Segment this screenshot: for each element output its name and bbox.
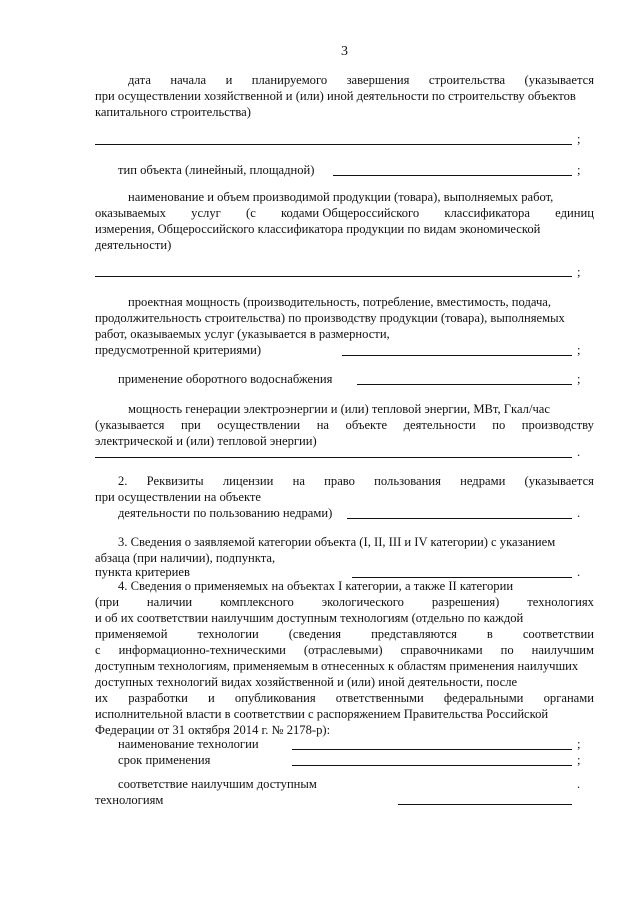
word: (сведения: [288, 627, 342, 641]
word: и: [208, 691, 215, 705]
word: (при: [95, 595, 119, 609]
word: дата: [128, 73, 151, 87]
term-label: срок применения: [118, 753, 211, 767]
word: Реквизиты: [146, 474, 204, 488]
word: деятельности: [403, 418, 476, 432]
word: разрешения): [431, 595, 500, 609]
power-line-1: мощность генерации электроэнергии и (или) тепловой энергии, МВт, Гкал/час: [128, 402, 550, 416]
object-type-input-line[interactable]: [333, 175, 572, 176]
word: производству: [521, 418, 594, 432]
word: в: [486, 627, 493, 641]
tech-name-terminator: ;: [577, 737, 581, 751]
object-type-label: тип объекта (линейный, площадной): [118, 163, 315, 177]
license-terminator: .: [577, 506, 581, 520]
capacity-line-2: продолжительность строительства) по производству продукции (товара), выполняемых: [95, 311, 565, 325]
water-label: применение оборотного водоснабжения: [118, 372, 333, 386]
word: органами: [543, 691, 594, 705]
word: ответственными: [335, 691, 424, 705]
products-input-line[interactable]: [95, 276, 572, 277]
word: 2.: [118, 474, 128, 488]
capacity-input-line[interactable]: [342, 355, 572, 356]
word: (указывается: [524, 73, 594, 87]
tech-line-7: доступных технологий видах хозяйственной и (или) иной деятельности, после: [95, 675, 518, 689]
tech-line-1: 4. Сведения о применяемых на объектах I категории, а также II категории: [118, 579, 514, 593]
capacity-line-4: предусмотренной критериями): [95, 343, 262, 357]
word: планируемого: [251, 73, 328, 87]
word: с: [95, 643, 101, 657]
tech-line-9: исполнительной власти в соответствии с распоряжением Правительства Российской: [95, 707, 549, 721]
term-terminator: ;: [577, 753, 581, 767]
products-line-3: измерения, Общероссийского классификатора продукции по видам экономической: [95, 222, 541, 236]
license-line-1: [118, 473, 594, 489]
compliance-line-2: технологиям: [95, 793, 164, 807]
word: их: [95, 691, 109, 705]
tech-line-5: [95, 642, 594, 658]
license-input-line[interactable]: [347, 518, 572, 519]
word: услуг: [191, 206, 221, 220]
compliance-input-line[interactable]: [398, 804, 572, 805]
word: классификатора: [444, 206, 530, 220]
word: единиц: [555, 206, 594, 220]
word: осуществлении: [217, 418, 301, 432]
tech-name-input-line[interactable]: [292, 749, 572, 750]
tech-line-10: Федерации от 31 октября 2014 г. № 2178-р):: [95, 723, 331, 737]
dates-terminator: ;: [577, 132, 581, 146]
compliance-line-1: соответствие наилучшим доступным: [118, 777, 317, 791]
tech-line-3: и об их соответствии наилучшим доступным технологиям (отдельно по каждой: [95, 611, 524, 625]
word: применяемой: [95, 627, 168, 641]
power-input-line[interactable]: [95, 457, 572, 458]
tech-name-label: наименование технологии: [118, 737, 259, 751]
word: опубликования: [234, 691, 316, 705]
word: представляются: [371, 627, 457, 641]
word: право: [324, 474, 355, 488]
capacity-line-3: работ, оказываемых услуг (указывается в размерности,: [95, 327, 390, 341]
word: завершения: [346, 73, 410, 87]
word: на: [292, 474, 305, 488]
word: по: [500, 643, 514, 657]
power-line-2: [95, 417, 594, 433]
license-line-2: при осуществлении на объекте: [95, 490, 261, 504]
word: наличии: [146, 595, 193, 609]
water-input-line[interactable]: [357, 384, 572, 385]
word: (указывается: [524, 474, 594, 488]
power-line-3: электрической и (или) тепловой энергии): [95, 434, 317, 448]
dates-line-1: [128, 72, 594, 88]
word: (указывается: [95, 418, 165, 432]
dates-input-line[interactable]: [95, 144, 572, 145]
word: соответствии: [522, 627, 594, 641]
products-line-4: деятельности): [95, 238, 172, 252]
dates-line-2: при осуществлении хозяйственной и (или) иной деятельности по строительству объектов: [95, 89, 576, 103]
word: и: [225, 73, 233, 87]
capacity-line-1: проектная мощность (производительность, потребление, вместимость, подача,: [128, 295, 552, 309]
license-line-3: деятельности по пользованию недрами): [118, 506, 333, 520]
object-type-terminator: ;: [577, 163, 581, 177]
word: строительства: [428, 73, 506, 87]
word: федеральными: [443, 691, 524, 705]
products-terminator: ;: [577, 265, 581, 279]
category-line-3: пункта критериев: [95, 565, 190, 579]
word: комплексного: [220, 595, 294, 609]
word: пользования: [374, 474, 441, 488]
power-terminator: .: [577, 445, 581, 459]
tech-line-4: [95, 626, 594, 642]
page-number: 3: [341, 44, 348, 59]
word: объекте: [345, 418, 388, 432]
category-line-1: 3. Сведения о заявляемой категории объекта (I, II, III и IV категории) с указанием: [118, 535, 556, 549]
word: кодами Общероссийского: [281, 206, 420, 220]
word: оказываемых: [95, 206, 166, 220]
word: наилучшим: [531, 643, 594, 657]
products-line-2: [95, 205, 594, 221]
word: недрами: [460, 474, 506, 488]
category-line-2: абзаца (при наличии), подпункта,: [95, 551, 276, 565]
word: (отраслевыми): [303, 643, 383, 657]
capacity-terminator: ;: [577, 343, 581, 357]
word: при: [180, 418, 201, 432]
tech-line-6: доступным технологиям, применяемым в отнесенных к областям применения наилучших: [95, 659, 579, 673]
word: по: [492, 418, 506, 432]
tech-line-2: [95, 594, 594, 610]
products-line-1: наименование и объем производимой продукции (товара), выполняемых работ,: [128, 190, 554, 204]
compliance-terminator: .: [577, 777, 581, 791]
term-input-line[interactable]: [292, 765, 572, 766]
word: на: [316, 418, 330, 432]
word: (с: [246, 206, 256, 220]
word: технологии: [197, 627, 259, 641]
category-terminator: .: [577, 565, 581, 579]
word: информационно-техническими: [118, 643, 286, 657]
word: лицензии: [222, 474, 274, 488]
word: справочниками: [400, 643, 483, 657]
dates-line-3: капитального строительства): [95, 105, 251, 119]
water-terminator: ;: [577, 372, 581, 386]
word: разработки: [128, 691, 188, 705]
tech-line-8: [95, 690, 594, 706]
word: технологиях: [527, 595, 594, 609]
word: начала: [170, 73, 207, 87]
word: экологического: [321, 595, 404, 609]
